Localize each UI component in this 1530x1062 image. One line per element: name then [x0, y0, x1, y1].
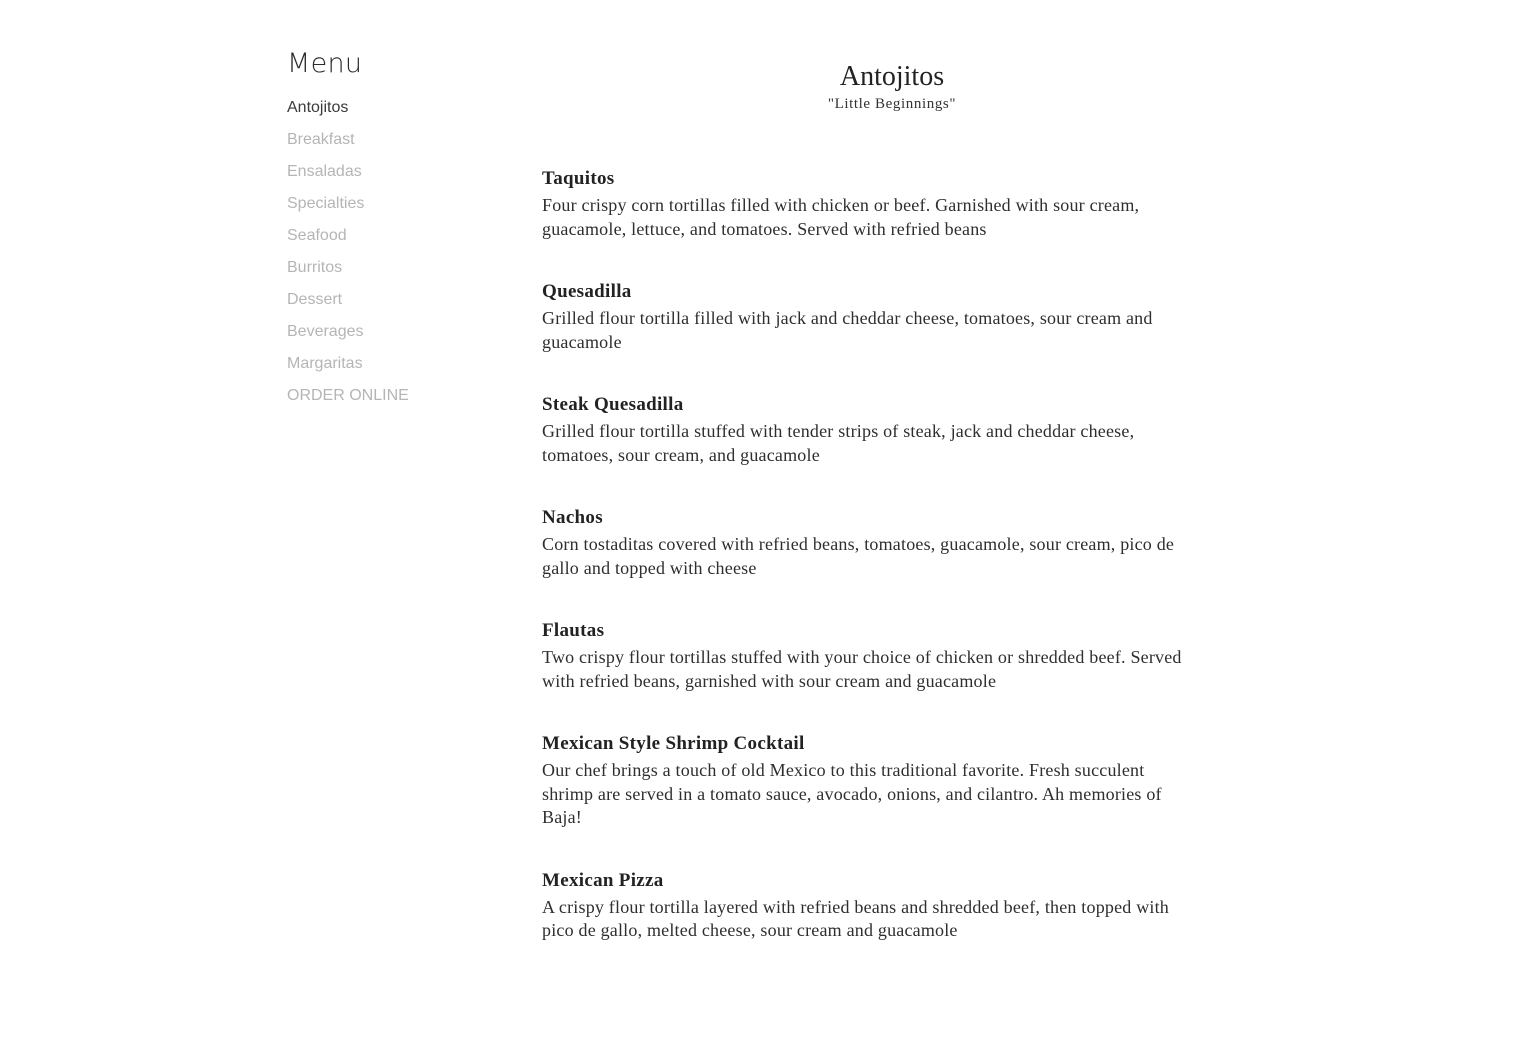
nav-item-ensaladas[interactable]: Ensaladas [287, 163, 362, 180]
menu-item-name: Steak Quesadilla [542, 394, 684, 415]
menu-item [542, 166, 1192, 241]
nav-item-breakfast[interactable]: Breakfast [287, 131, 355, 148]
menu-item [542, 731, 1192, 830]
menu-item-description: Grilled flour tortilla stuffed with tender strips of steak, jack and cheddar cheese, tomatoes, sour cream, and guacamole [542, 421, 1135, 465]
menu-title: Menu [287, 48, 363, 79]
menu-item [542, 868, 1192, 943]
nav-item-margaritas[interactable]: Margaritas [287, 355, 363, 372]
menu-item-name: Nachos [542, 507, 603, 528]
section-subtitle: "Little Beginnings" [827, 96, 957, 112]
nav-item-specialties[interactable]: Specialties [287, 195, 365, 212]
menu-item-name: Mexican Style Shrimp Cocktail [542, 733, 805, 754]
nav-item-seafood[interactable]: Seafood [287, 227, 347, 244]
nav-item-burritos[interactable]: Burritos [287, 259, 343, 276]
menu-item-description: Two crispy flour tortillas stuffed with your choice of chicken or shredded beef. Served with refried beans, garnished with sour cream and guacamole [542, 647, 1182, 691]
menu-item-description: Our chef brings a touch of old Mexico to this traditional favorite. Fresh succulent shrimp are served in a tomato sauce, avocado, onions, and cilantro. Ah memories of Baja! [542, 760, 1162, 827]
menu-section [542, 58, 1192, 981]
menu-nav [287, 92, 517, 412]
nav-item-dessert[interactable]: Dessert [287, 291, 343, 308]
nav-item-order-online[interactable]: ORDER ONLINE [287, 387, 409, 404]
menu-item-name: Mexican Pizza [542, 869, 664, 891]
nav-item-beverages[interactable]: Beverages [287, 323, 364, 340]
menu-item [542, 505, 1192, 580]
menu-item-description: Four crispy corn tortillas filled with chicken or beef. Garnished with sour cream, guacamole, lettuce, and tomatoes. Served with refried beans [542, 195, 1140, 239]
section-header [542, 58, 1192, 112]
menu-item-description: A crispy flour tortilla layered with refried beans and shredded beef, then topped with pico de gallo, melted cheese, sour cream and guacamole [542, 896, 1170, 940]
menu-item [542, 392, 1192, 467]
menu-item-description: Corn tostaditas covered with refried beans, tomatoes, guacamole, sour cream, pico de gallo and topped with cheese [542, 534, 1175, 578]
menu-item [542, 618, 1192, 693]
nav-item-antojitos[interactable]: Antojitos [287, 99, 349, 116]
menu-item-description: Grilled flour tortilla filled with jack and cheddar cheese, tomatoes, sour cream and guacamole [542, 308, 1153, 352]
sidebar [287, 46, 517, 412]
menu-item [542, 279, 1192, 354]
menu-item-name: Taquitos [542, 168, 615, 189]
menu-item-name: Flautas [542, 620, 605, 641]
menu-item-name: Quesadilla [542, 281, 632, 302]
section-title: Antojitos [839, 61, 945, 92]
